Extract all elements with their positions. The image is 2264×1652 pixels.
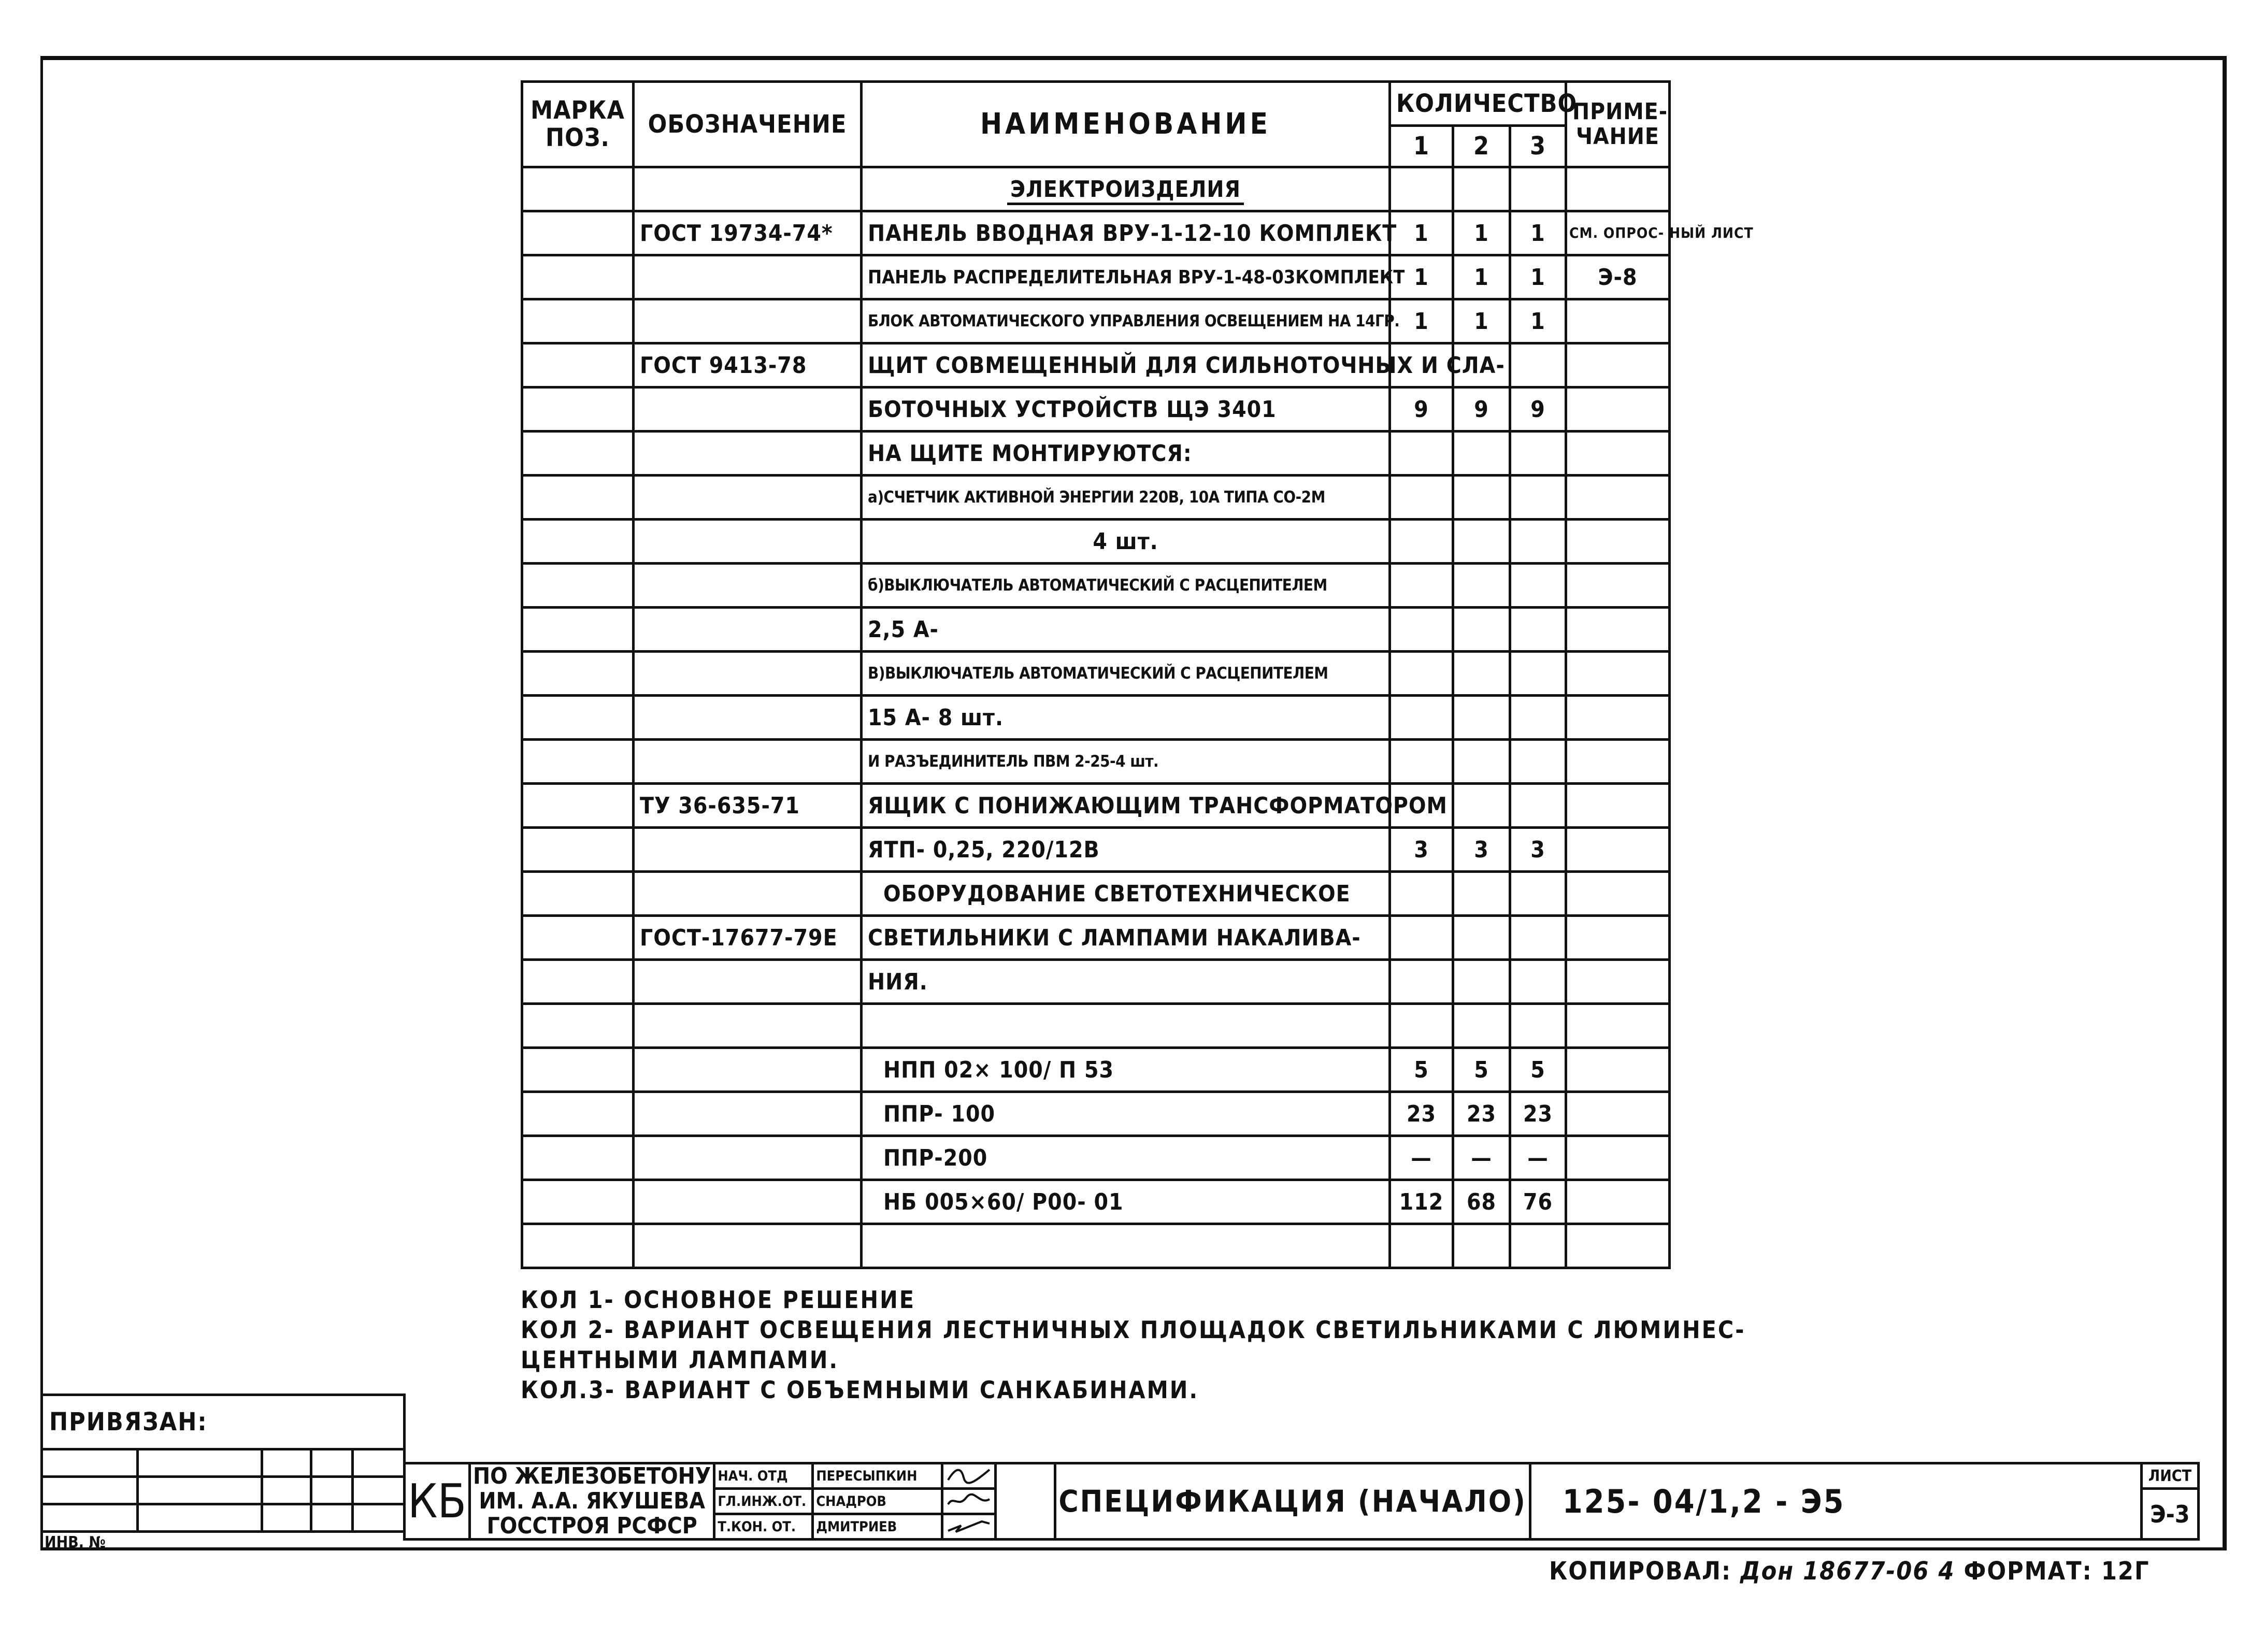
cell-name bbox=[862, 1004, 1390, 1048]
table-row bbox=[522, 1004, 1670, 1048]
cell-qty-2 bbox=[1453, 387, 1510, 432]
cell-name-text: ЯЩИК С ПОНИЖАЮЩИМ ТРАНСФОРМАТОРОМ bbox=[868, 792, 1448, 819]
table-row bbox=[522, 564, 1670, 608]
cell-qty-3-text: 23 bbox=[1523, 1100, 1553, 1127]
cell-mark bbox=[522, 299, 634, 343]
cell-qty-1 bbox=[1390, 211, 1453, 255]
cell-name-text: ПАНЕЛЬ ВВОДНАЯ ВРУ-1-12-10 КОМПЛЕКТ bbox=[868, 220, 1397, 247]
binding-block bbox=[40, 1394, 406, 1533]
cell-qty-3 bbox=[1510, 1004, 1566, 1048]
cell-qty-2-text: 23 bbox=[1466, 1100, 1497, 1127]
cell-designation bbox=[634, 872, 862, 916]
cell-name bbox=[862, 211, 1397, 255]
cell-designation bbox=[634, 299, 862, 343]
cell-name bbox=[862, 652, 1390, 696]
specification-table bbox=[521, 80, 1754, 1269]
cell-name bbox=[862, 1224, 1390, 1268]
cell-name-text: НПП 02× 100/ П 53 bbox=[883, 1056, 1114, 1083]
cell-note bbox=[1566, 652, 1670, 696]
cell-qty-1 bbox=[1390, 564, 1453, 608]
cell-qty-3 bbox=[1510, 1136, 1566, 1180]
copied-label: КОПИРОВАЛ: bbox=[1549, 1557, 1732, 1586]
binding-label: ПРИВЯЗАН: bbox=[42, 1395, 405, 1449]
cell-designation-text: ГОСТ 19734-74* bbox=[640, 220, 833, 247]
header-note: ПРИМЕ- ЧАНИЕ bbox=[1566, 82, 1670, 167]
cell-qty-3 bbox=[1510, 740, 1566, 784]
header-q2: 2 bbox=[1453, 126, 1510, 167]
cell-note bbox=[1566, 432, 1670, 476]
cell-qty-3-text: 1 bbox=[1530, 264, 1545, 291]
cell-name bbox=[862, 608, 1390, 652]
cell-designation bbox=[634, 740, 862, 784]
cell-designation bbox=[634, 784, 862, 828]
cell-mark bbox=[522, 916, 634, 960]
table-row bbox=[522, 960, 1670, 1004]
cell-name-text: 4 шт. bbox=[1093, 528, 1158, 555]
cell-note bbox=[1566, 916, 1670, 960]
cell-name-text: ЯТП- 0,25, 220/12В bbox=[868, 836, 1100, 863]
cell-qty-1 bbox=[1390, 608, 1453, 652]
cell-qty-1 bbox=[1390, 1180, 1453, 1224]
format-label: ФОРМАТ: bbox=[1964, 1557, 2093, 1586]
cell-qty-2 bbox=[1453, 211, 1510, 255]
cell-note bbox=[1566, 740, 1670, 784]
cell-name-text: ОБОРУДОВАНИЕ СВЕТОТЕХНИЧЕСКОЕ bbox=[883, 880, 1351, 907]
table-row bbox=[522, 432, 1670, 476]
cell-qty-3 bbox=[1510, 564, 1566, 608]
cell-name-text: БЛОК АВТОМАТИЧЕСКОГО УПРАВЛЕНИЯ ОСВЕЩЕНИЕМ НА 14ГР. bbox=[868, 312, 1400, 331]
cell-qty-1 bbox=[1390, 960, 1453, 1004]
cell-designation bbox=[634, 1092, 862, 1136]
cell-name-text: НА ЩИТЕ МОНТИРУЮТСЯ: bbox=[868, 440, 1192, 467]
table-row bbox=[522, 652, 1670, 696]
cell-qty-2 bbox=[1453, 520, 1510, 564]
cell-name-text: НИЯ. bbox=[868, 968, 928, 995]
cell-name bbox=[862, 960, 1390, 1004]
cell-name bbox=[862, 1048, 1390, 1092]
header-q3: 3 bbox=[1510, 126, 1566, 167]
cell-mark bbox=[522, 387, 634, 432]
cell-note bbox=[1566, 828, 1670, 872]
cell-mark bbox=[522, 1180, 634, 1224]
copied-sign: Дон bbox=[1740, 1557, 1795, 1586]
org-line-3: ГОССТРОЯ РСФСР bbox=[470, 1514, 714, 1540]
table-row bbox=[522, 608, 1670, 652]
cell-qty-2 bbox=[1453, 1224, 1510, 1268]
cell-name bbox=[862, 343, 1505, 387]
org-line-2: ИМ. А.А. ЯКУШЕВА bbox=[470, 1489, 714, 1514]
cell-qty-3-text: — bbox=[1527, 1144, 1549, 1171]
cell-qty-1 bbox=[1390, 520, 1453, 564]
cell-name bbox=[862, 740, 1390, 784]
cell-note bbox=[1566, 608, 1670, 652]
cell-name-text: СВЕТИЛЬНИКИ С ЛАМПАМИ НАКАЛИВА- bbox=[868, 924, 1361, 951]
cell-designation bbox=[634, 1136, 862, 1180]
cell-qty-2 bbox=[1453, 255, 1510, 299]
cell-name-text: ППР-200 bbox=[883, 1144, 988, 1171]
table-row bbox=[522, 1092, 1670, 1136]
cell-qty-2 bbox=[1453, 872, 1510, 916]
cell-qty-3 bbox=[1510, 652, 1566, 696]
cell-name bbox=[862, 696, 1390, 740]
cell-mark bbox=[522, 828, 634, 872]
cell-qty-2-text: 3 bbox=[1474, 836, 1489, 863]
signature-2 bbox=[942, 1489, 996, 1514]
cell-designation bbox=[634, 520, 862, 564]
cell-mark bbox=[522, 652, 634, 696]
cell-qty-2 bbox=[1453, 784, 1510, 828]
cell-designation bbox=[634, 1004, 862, 1048]
cell-qty-2 bbox=[1453, 740, 1510, 784]
cell-designation bbox=[634, 1224, 862, 1268]
cell-qty-3 bbox=[1510, 255, 1566, 299]
cell-name-text: И РАЗЪЕДИНИТЕЛЬ ПВМ 2-25-4 шт. bbox=[868, 752, 1159, 771]
sheet-name: СПЕЦИФИКАЦИЯ (НАЧАЛО) bbox=[1055, 1463, 1530, 1540]
cell-name-text: В)ВЫКЛЮЧАТЕЛЬ АВТОМАТИЧЕСКИЙ С РАСЦЕПИТЕЛЕМ bbox=[868, 664, 1328, 683]
cell-qty-2-text: 1 bbox=[1474, 220, 1489, 247]
cell-qty-1 bbox=[1390, 387, 1453, 432]
cell-designation bbox=[634, 255, 862, 299]
cell-qty-3-text: 1 bbox=[1530, 220, 1545, 247]
cell-qty-3 bbox=[1510, 1224, 1566, 1268]
cell-note bbox=[1566, 784, 1670, 828]
cell-name-text: ПАНЕЛЬ РАСПРЕДЕЛИТЕЛЬНАЯ ВРУ-1-48-03КОМПЛЕКТ bbox=[868, 266, 1405, 288]
cell-mark bbox=[522, 476, 634, 520]
cell-note bbox=[1566, 255, 1670, 299]
role-2-name: СНАДРОВ bbox=[813, 1489, 942, 1514]
cell-mark bbox=[522, 696, 634, 740]
role-1-name: ПЕРЕСЫПКИН bbox=[813, 1463, 942, 1489]
sheet-value: Э-3 bbox=[2141, 1489, 2198, 1540]
table-row bbox=[522, 255, 1670, 299]
copied-code: 18677-06 bbox=[1803, 1557, 1930, 1586]
cell-qty-1-text: 23 bbox=[1406, 1100, 1437, 1127]
header-name: НАИМЕНОВАНИЕ bbox=[862, 82, 1390, 167]
note-line-2: КОЛ 2- ВАРИАНТ ОСВЕЩЕНИЯ ЛЕСТНИЧНЫХ ПЛОЩАДОК СВЕТИЛЬНИКАМИ С ЛЮМИНЕС- bbox=[521, 1316, 1746, 1344]
cell-qty-1 bbox=[1390, 828, 1453, 872]
copy-stamp bbox=[1549, 1557, 2150, 1586]
cell-designation bbox=[634, 696, 862, 740]
cell-name-text: а)СЧЕТЧИК АКТИВНОЙ ЭНЕРГИИ 220В, 10А ТИПА СО-2М bbox=[868, 488, 1325, 507]
table-row bbox=[522, 696, 1670, 740]
cell-qty-3 bbox=[1510, 1048, 1566, 1092]
cell-name-text: БОТОЧНЫХ УСТРОЙСТВ ЩЭ 3401 bbox=[868, 396, 1277, 423]
cell-note-text: Э-8 bbox=[1598, 264, 1638, 291]
cell-qty-3 bbox=[1510, 828, 1566, 872]
cell-designation bbox=[634, 1048, 862, 1092]
cell-note bbox=[1566, 299, 1670, 343]
title-block bbox=[403, 1462, 2200, 1541]
cell-qty-2 bbox=[1453, 1048, 1510, 1092]
note-line-1: КОЛ 1- ОСНОВНОЕ РЕШЕНИЕ bbox=[521, 1286, 916, 1314]
cell-name bbox=[862, 564, 1390, 608]
cell-qty-3-text: 3 bbox=[1530, 836, 1545, 863]
cell-qty-3-text: 5 bbox=[1530, 1056, 1545, 1083]
cell-qty-3 bbox=[1510, 1092, 1566, 1136]
role-1: НАЧ. ОТД bbox=[714, 1463, 813, 1489]
cell-qty-3 bbox=[1510, 211, 1566, 255]
cell-qty-3 bbox=[1510, 387, 1566, 432]
cell-note-text: СМ. ОПРОС- НЫЙ ЛИСТ bbox=[1569, 224, 1754, 241]
cell-designation bbox=[634, 167, 862, 211]
header-mark: МАРКА ПОЗ. bbox=[522, 82, 634, 167]
cell-name-text: ЩИТ СОВМЕЩЕННЫЙ ДЛЯ СИЛЬНОТОЧНЫХ И СЛА- bbox=[868, 352, 1505, 379]
table-row bbox=[522, 740, 1670, 784]
cell-qty-1 bbox=[1390, 696, 1453, 740]
table-row bbox=[522, 520, 1670, 564]
cell-note bbox=[1566, 960, 1670, 1004]
cell-name-text: ППР- 100 bbox=[883, 1100, 996, 1127]
cell-mark bbox=[522, 564, 634, 608]
cell-name-text: НБ 005×60/ Р00- 01 bbox=[883, 1188, 1124, 1215]
cell-qty-1 bbox=[1390, 916, 1453, 960]
cell-mark bbox=[522, 255, 634, 299]
table-row bbox=[522, 1180, 1670, 1224]
table-row bbox=[522, 1224, 1670, 1268]
cell-qty-2 bbox=[1453, 432, 1510, 476]
table-row bbox=[522, 828, 1670, 872]
cell-qty-2-text: 1 bbox=[1474, 264, 1489, 291]
table-row bbox=[522, 1048, 1670, 1092]
cell-note bbox=[1566, 1004, 1670, 1048]
cell-name bbox=[862, 1180, 1390, 1224]
cell-name-text: ЭЛЕКТРОИЗДЕЛИЯ bbox=[1007, 176, 1244, 205]
cell-qty-1-text: — bbox=[1411, 1144, 1432, 1171]
cell-designation bbox=[634, 387, 862, 432]
sheet-label: ЛИСТ bbox=[2141, 1463, 2198, 1489]
table-row bbox=[522, 343, 1670, 387]
cell-mark bbox=[522, 520, 634, 564]
cell-qty-1 bbox=[1390, 872, 1453, 916]
table-row bbox=[522, 167, 1670, 211]
cell-qty-3 bbox=[1510, 476, 1566, 520]
cell-name bbox=[862, 916, 1390, 960]
cell-designation bbox=[634, 608, 862, 652]
cell-note bbox=[1566, 520, 1670, 564]
cell-name-text: 2,5 А- bbox=[868, 616, 939, 643]
note-line-4: КОЛ.3- ВАРИАНТ С ОБЪЕМНЫМИ САНКАБИНАМИ. bbox=[521, 1376, 1199, 1404]
copied-sheet: 4 bbox=[1938, 1557, 1955, 1586]
table-row bbox=[522, 916, 1670, 960]
cell-qty-1-text: 5 bbox=[1414, 1056, 1429, 1083]
cell-qty-2 bbox=[1453, 916, 1510, 960]
cell-designation bbox=[634, 652, 862, 696]
cell-mark bbox=[522, 432, 634, 476]
cell-qty-3 bbox=[1510, 167, 1566, 211]
cell-qty-3 bbox=[1510, 784, 1566, 828]
table-row bbox=[522, 476, 1670, 520]
cell-mark bbox=[522, 1224, 634, 1268]
cell-note bbox=[1566, 1224, 1670, 1268]
cell-qty-3-text: 1 bbox=[1530, 308, 1545, 335]
signature-3 bbox=[942, 1514, 996, 1540]
cell-qty-3 bbox=[1510, 916, 1566, 960]
cell-note bbox=[1566, 1092, 1670, 1136]
cell-name bbox=[862, 476, 1390, 520]
cell-mark bbox=[522, 211, 634, 255]
table-row bbox=[522, 784, 1670, 828]
cell-name-text: 15 А- 8 шт. bbox=[868, 704, 1004, 731]
notes-block bbox=[521, 1285, 1745, 1405]
cell-qty-3 bbox=[1510, 1180, 1566, 1224]
cell-designation bbox=[634, 564, 862, 608]
cell-qty-2 bbox=[1453, 696, 1510, 740]
cell-mark bbox=[522, 1004, 634, 1048]
cell-qty-2 bbox=[1453, 1136, 1510, 1180]
cell-qty-2-text: 9 bbox=[1474, 396, 1489, 423]
cell-name bbox=[862, 1092, 1390, 1136]
cell-qty-1-text: 112 bbox=[1399, 1188, 1444, 1215]
cell-qty-3 bbox=[1510, 872, 1566, 916]
cell-name bbox=[862, 872, 1390, 916]
cell-qty-1 bbox=[1390, 1224, 1453, 1268]
cell-designation bbox=[634, 476, 862, 520]
cell-qty-3 bbox=[1510, 696, 1566, 740]
cell-mark bbox=[522, 872, 634, 916]
cell-name bbox=[862, 299, 1400, 343]
cell-qty-2 bbox=[1453, 476, 1510, 520]
cell-qty-2 bbox=[1453, 564, 1510, 608]
cell-qty-1 bbox=[1390, 167, 1453, 211]
format-value: 12Г bbox=[2101, 1557, 2150, 1586]
role-2: ГЛ.ИНЖ.ОТ. bbox=[714, 1489, 813, 1514]
cell-mark bbox=[522, 343, 634, 387]
cell-qty-3 bbox=[1510, 520, 1566, 564]
cell-qty-2 bbox=[1453, 1092, 1510, 1136]
cell-qty-1-text: 3 bbox=[1414, 836, 1429, 863]
table-row bbox=[522, 211, 1670, 255]
cell-qty-1-text: 1 bbox=[1414, 264, 1429, 291]
cell-mark bbox=[522, 960, 634, 1004]
signature-1 bbox=[942, 1463, 996, 1489]
cell-note bbox=[1566, 211, 1754, 255]
cell-designation-text: ГОСТ 9413-78 bbox=[640, 352, 807, 379]
cell-qty-1 bbox=[1390, 652, 1453, 696]
cell-qty-2 bbox=[1453, 652, 1510, 696]
cell-note bbox=[1566, 476, 1670, 520]
cell-name bbox=[862, 784, 1448, 828]
cell-qty-1 bbox=[1390, 476, 1453, 520]
cell-name bbox=[862, 828, 1390, 872]
cell-qty-1 bbox=[1390, 1092, 1453, 1136]
cell-qty-2-text: 68 bbox=[1466, 1188, 1497, 1215]
cell-qty-1 bbox=[1390, 1004, 1453, 1048]
cell-qty-2 bbox=[1453, 608, 1510, 652]
table-row bbox=[522, 1136, 1670, 1180]
cell-mark bbox=[522, 1048, 634, 1092]
cell-qty-3 bbox=[1510, 432, 1566, 476]
cell-mark bbox=[522, 608, 634, 652]
cell-designation bbox=[634, 343, 862, 387]
cell-qty-3-text: 9 bbox=[1530, 396, 1545, 423]
cell-qty-1-text: 1 bbox=[1414, 220, 1429, 247]
cell-note bbox=[1566, 1180, 1670, 1224]
header-designation: ОБОЗНАЧЕНИЕ bbox=[634, 82, 862, 167]
role-3-name: ДМИТРИЕВ bbox=[813, 1514, 942, 1540]
cell-name bbox=[862, 520, 1390, 564]
cell-qty-3 bbox=[1510, 299, 1566, 343]
cell-qty-1 bbox=[1390, 432, 1453, 476]
cell-qty-1-text: 1 bbox=[1414, 308, 1429, 335]
cell-qty-2-text: 5 bbox=[1474, 1056, 1489, 1083]
cell-name-text: б)ВЫКЛЮЧАТЕЛЬ АВТОМАТИЧЕСКИЙ С РАСЦЕПИТЕЛЕМ bbox=[868, 576, 1327, 595]
cell-note bbox=[1566, 1136, 1670, 1180]
cell-name bbox=[862, 1136, 1390, 1180]
cell-qty-2-text: 1 bbox=[1474, 308, 1489, 335]
cell-designation-text: ГОСТ-17677-79Е bbox=[640, 924, 838, 951]
cell-note bbox=[1566, 343, 1670, 387]
cell-qty-3 bbox=[1510, 608, 1566, 652]
role-3: Т.КОН. ОТ. bbox=[714, 1514, 813, 1540]
cell-designation bbox=[634, 828, 862, 872]
cell-designation bbox=[634, 211, 862, 255]
cell-qty-3 bbox=[1510, 343, 1566, 387]
cell-note bbox=[1566, 872, 1670, 916]
cell-note bbox=[1566, 564, 1670, 608]
cell-qty-2 bbox=[1453, 1004, 1510, 1048]
table-row bbox=[522, 387, 1670, 432]
cell-qty-1-text: 9 bbox=[1414, 396, 1429, 423]
cell-qty-2 bbox=[1453, 167, 1510, 211]
cell-qty-2 bbox=[1453, 828, 1510, 872]
note-line-3: ЦЕНТНЫМИ ЛАМПАМИ. bbox=[521, 1346, 839, 1374]
cell-mark bbox=[522, 167, 634, 211]
cell-designation bbox=[634, 960, 862, 1004]
cell-name bbox=[862, 432, 1390, 476]
cell-qty-3 bbox=[1510, 960, 1566, 1004]
org-line-1: ПО ЖЕЛЕЗОБЕТОНУ bbox=[470, 1463, 714, 1489]
cell-qty-2 bbox=[1453, 299, 1510, 343]
cell-qty-1 bbox=[1390, 1136, 1453, 1180]
cell-qty-2 bbox=[1453, 1180, 1510, 1224]
cell-mark bbox=[522, 784, 634, 828]
header-quantity: КОЛИЧЕСТВО bbox=[1390, 82, 1566, 126]
cell-qty-1 bbox=[1390, 740, 1453, 784]
cell-designation bbox=[634, 916, 862, 960]
cell-designation bbox=[634, 1180, 862, 1224]
cell-mark bbox=[522, 740, 634, 784]
cell-name bbox=[862, 167, 1390, 211]
cell-designation-text: ТУ 36-635-71 bbox=[640, 792, 800, 819]
cell-qty-1 bbox=[1390, 1048, 1453, 1092]
cell-note bbox=[1566, 696, 1670, 740]
cell-note bbox=[1566, 167, 1670, 211]
cell-name bbox=[862, 255, 1405, 299]
cell-qty-3-text: 76 bbox=[1523, 1188, 1553, 1215]
cell-mark bbox=[522, 1092, 634, 1136]
kb-label: КБ bbox=[405, 1463, 470, 1540]
document-number: 125- 04/1,2 - Э5 bbox=[1530, 1463, 2141, 1540]
table-row bbox=[522, 872, 1670, 916]
cell-name bbox=[862, 387, 1390, 432]
table-row bbox=[522, 299, 1670, 343]
header-q1: 1 bbox=[1390, 126, 1453, 167]
inventory-label: ИНВ. № bbox=[45, 1533, 106, 1552]
cell-qty-2-text: — bbox=[1471, 1144, 1492, 1171]
cell-note bbox=[1566, 387, 1670, 432]
cell-designation bbox=[634, 432, 862, 476]
cell-mark bbox=[522, 1136, 634, 1180]
cell-note bbox=[1566, 1048, 1670, 1092]
cell-qty-2 bbox=[1453, 960, 1510, 1004]
